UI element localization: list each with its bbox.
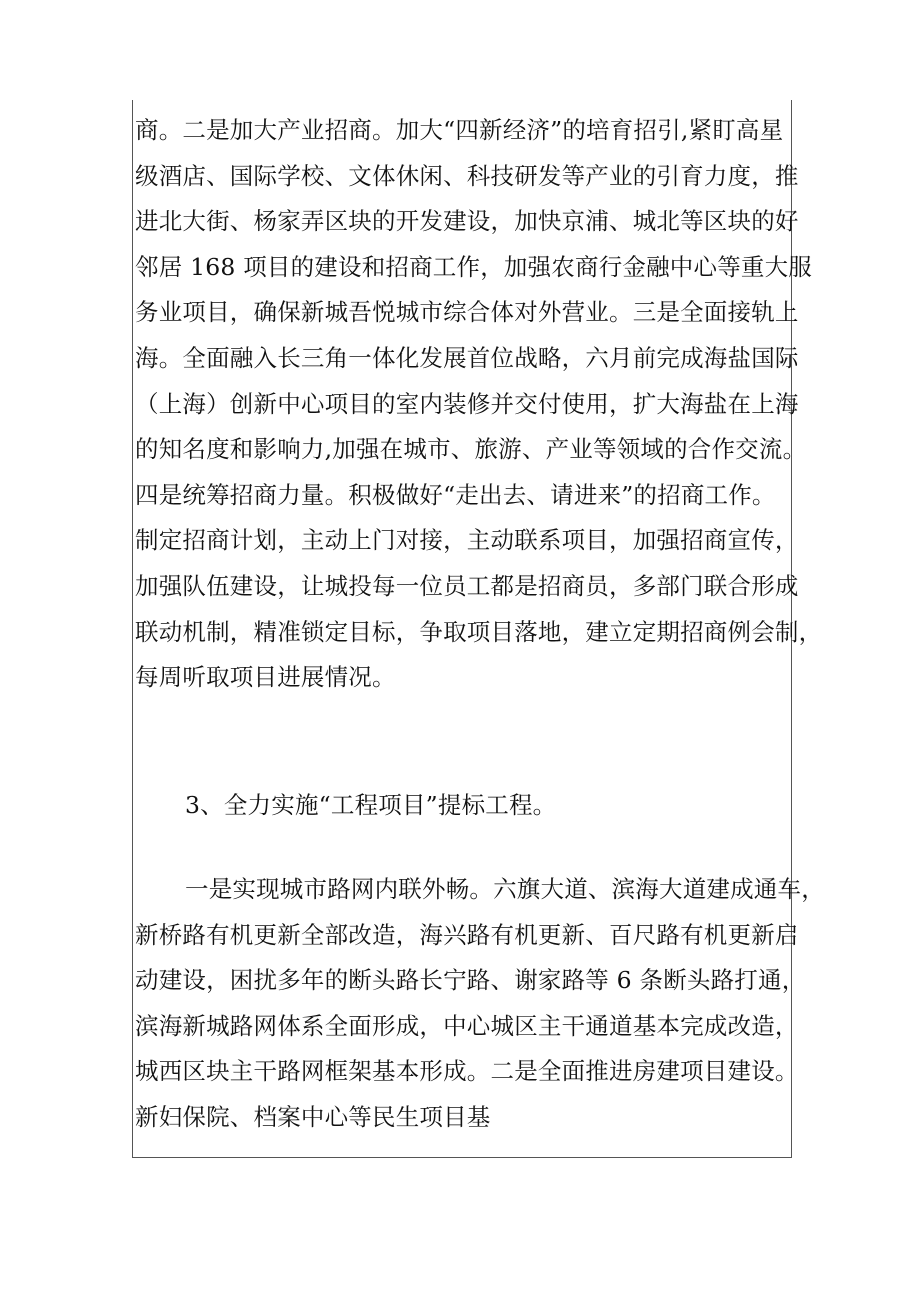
text-line: 一是实现城市路网内联外畅。六旗大道、滨海大道建成通车， (185, 875, 825, 903)
text-line: 级酒店、国际学校、文体休闲、科技研发等产业的引育力度，推 (135, 161, 799, 190)
section-heading-3 (135, 783, 795, 829)
text-line: 每周听取项目进展情况。 (135, 663, 396, 692)
text-line: 新桥路有机更新全部改造，海兴路有机更新、百尺路有机更新启 (135, 920, 799, 949)
paragraph-road-network (135, 867, 825, 1141)
text-line: 滨海新城路网体系全面形成，中心城区主干通道基本完成改造， (135, 1011, 799, 1040)
text-line: 加强队伍建设，让城投每一位员工都是招商员，多部门联合形成 (135, 571, 799, 600)
paragraph-investment-attraction (135, 108, 823, 701)
text-line: 四是统筹招商力量。积极做好“走出去、请进来”的招商工作。 (135, 480, 776, 509)
text-line: 进北大街、杨家弄区块的开发建设，加快京浦、城北等区块的好 (135, 207, 799, 236)
text-line: 联动机制，精准锁定目标，争取项目落地，建立定期招商例会制， (135, 617, 823, 646)
text-line: 商。二是加大产业招商。加大“四新经济”的培育招引,紧盯高星 (135, 116, 784, 144)
text-line: 新妇保院、档案中心等民生项目基 (135, 1102, 491, 1131)
text-line: 制定招商计划，主动上门对接，主动联系项目，加强招商宣传， (135, 526, 799, 555)
text-line: 海。全面融入长三角一体化发展首位战略，六月前完成海盐国际 (135, 343, 799, 372)
text-line: 动建设，困扰多年的断头路长宁路、谢家路等 6 条断头路打通， (135, 966, 806, 995)
text-line: 城西区块主干路网框架基本形成。二是全面推进房建项目建设。 (135, 1057, 799, 1086)
heading-text: 3、全力实施“工程项目”提标工程。 (185, 791, 557, 819)
text-line: 的知名度和影响力,加强在城市、旅游、产业等领域的合作交流。 (135, 435, 807, 464)
text-line: （上海）创新中心项目的室内装修并交付使用，扩大海盐在上海 (135, 389, 799, 418)
text-line: 务业项目，确保新城吾悦城市综合体对外营业。三是全面接轨上 (135, 298, 799, 327)
text-line: 邻居 168 项目的建设和招商工作，加强农商行金融中心等重大服 (135, 252, 812, 281)
